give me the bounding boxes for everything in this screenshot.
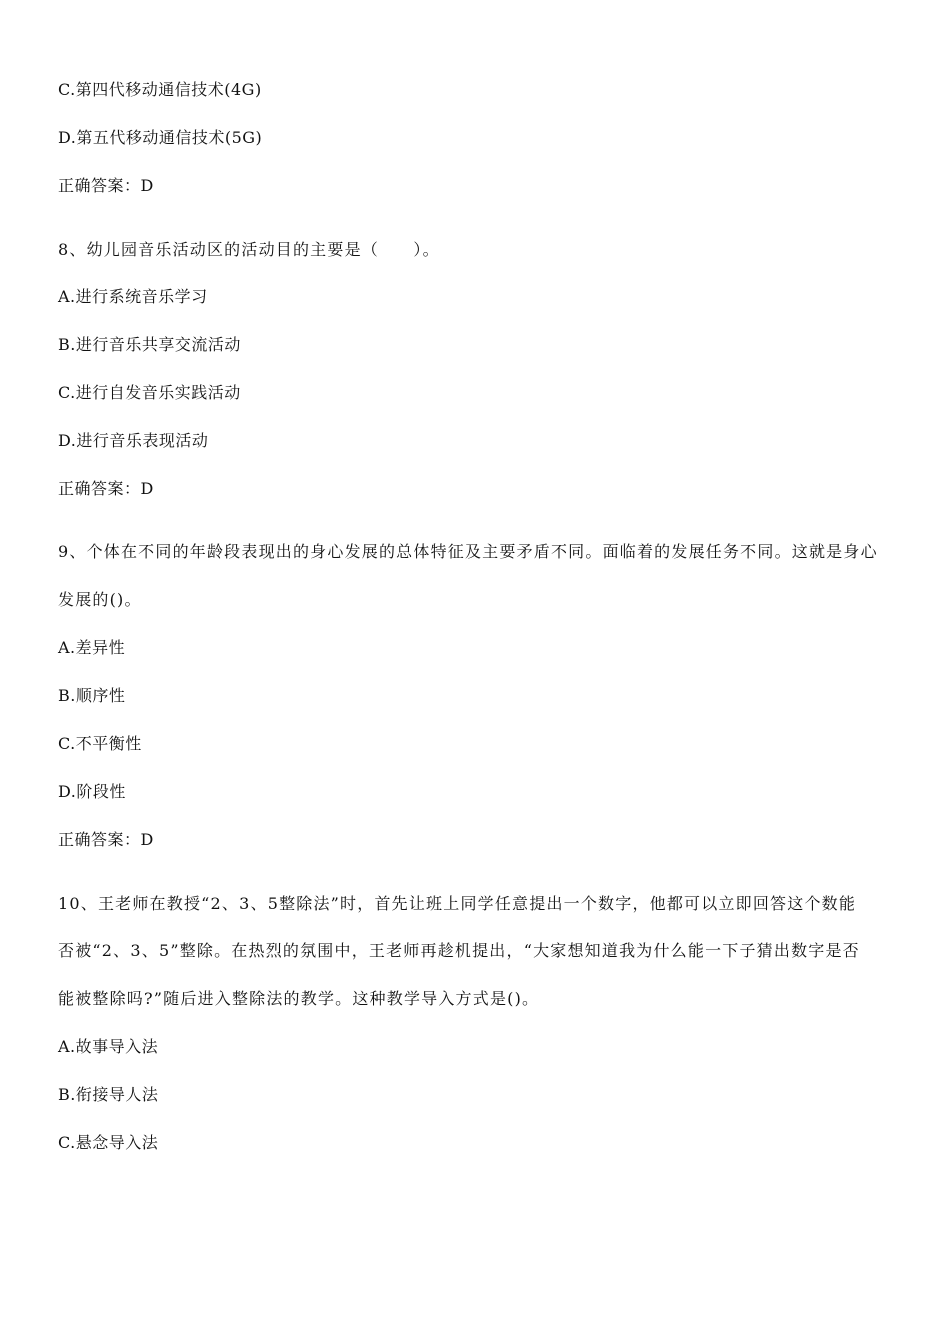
- question-8-stem: 8、幼儿园音乐活动区的活动目的主要是（ ）。: [58, 240, 440, 259]
- question-10-stem-line-3: 能被整除吗?”随后进入整除法的教学。这种教学导入方式是()。: [58, 989, 540, 1008]
- question-8-answer: 正确答案：D: [58, 479, 154, 498]
- question-8-option-d: D.进行音乐表现活动: [58, 431, 209, 450]
- question-10-stem-line-1: 10、王老师在教授“2、3、5整除法”时，首先让班上同学任意提出一个数字，他都可以立即回答这个数能: [58, 894, 857, 913]
- question-10-option-a: A.故事导入法: [58, 1037, 159, 1056]
- question-9-option-d: D.阶段性: [58, 782, 126, 801]
- question-9-stem-line-2: 发展的()。: [58, 590, 142, 609]
- question-8-option-b: B.进行音乐共享交流活动: [58, 335, 241, 354]
- question-9-option-b: B.顺序性: [58, 686, 126, 705]
- question-10-stem-line-2: 否被“2、3、5”整除。在热烈的氛围中，王老师再趁机提出，“大家想知道我为什么能一下子猜出数字是否: [58, 941, 860, 960]
- question-8-option-c: C.进行自发音乐实践活动: [58, 383, 241, 402]
- question-9-option-a: A.差异性: [58, 638, 126, 657]
- answer: 正确答案：D: [58, 176, 154, 195]
- option-c: C.第四代移动通信技术(4G): [58, 80, 262, 99]
- question-10-option-b: B.衔接导人法: [58, 1085, 159, 1104]
- question-8-option-a: A.进行系统音乐学习: [58, 287, 208, 306]
- question-9-answer: 正确答案：D: [58, 830, 154, 849]
- option-d: D.第五代移动通信技术(5G): [58, 128, 263, 147]
- question-10-option-c: C.悬念导入法: [58, 1133, 159, 1152]
- question-9-option-c: C.不平衡性: [58, 734, 142, 753]
- question-9-stem-line-1: 9、个体在不同的年龄段表现出的身心发展的总体特征及主要矛盾不同。面临着的发展任务不同。这就是身心: [58, 542, 878, 561]
